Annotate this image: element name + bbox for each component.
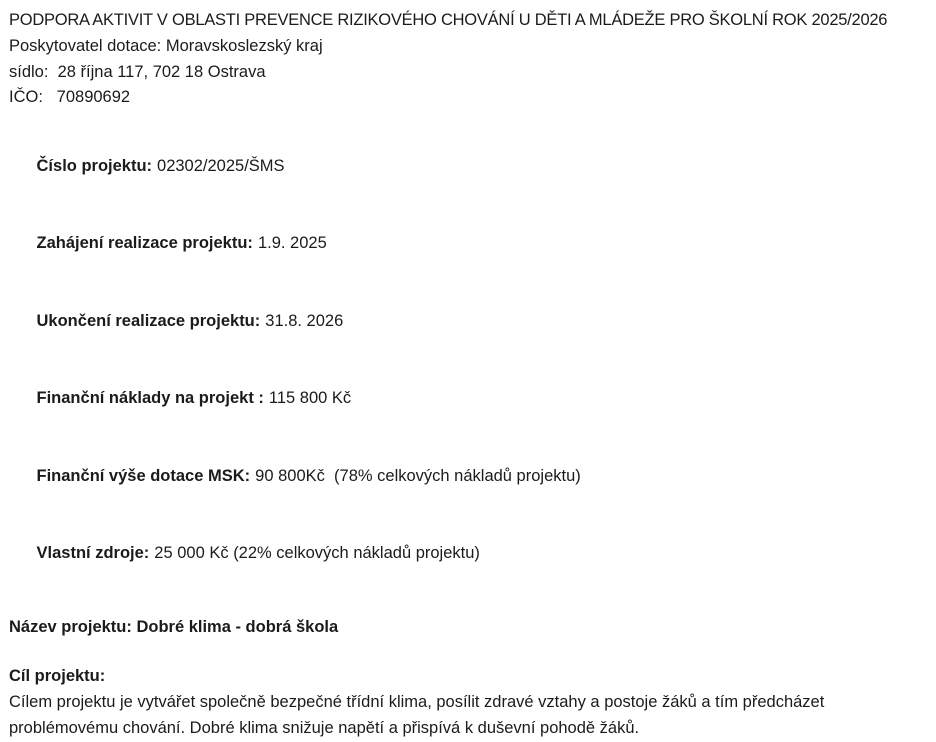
detail-label: Finanční výše dotace MSK: xyxy=(36,466,251,485)
detail-row-grant-amount xyxy=(9,438,928,515)
detail-value: 25 000 Kč (22% celkových nákladů projektu) xyxy=(154,543,480,562)
detail-value: 31.8. 2026 xyxy=(265,311,344,330)
project-details xyxy=(9,128,928,592)
detail-label: Finanční náklady na projekt : xyxy=(36,389,264,408)
detail-row-project-number xyxy=(9,128,928,205)
detail-value: 1.9. 2025 xyxy=(257,234,327,253)
goal-text: Cílem projektu je vytvářet společně bezpečné třídní klima, posílit zdravé vztahy a postoje žáků a tím předcházet problémovému chování. Dobré klima snižuje napětí a přispívá k duševní pohodě žáků. xyxy=(9,693,829,737)
project-name-line: Název projektu: Dobré klima - dobrá škola xyxy=(9,617,339,636)
detail-row-end-date xyxy=(9,283,928,360)
detail-row-total-costs xyxy=(9,360,928,437)
detail-value: 02302/2025/ŠMS xyxy=(157,156,285,175)
provider-line: Poskytovatel dotace: Moravskoslezský kraj xyxy=(9,36,323,55)
detail-label: Číslo projektu: xyxy=(36,156,153,175)
detail-label: Vlastní zdroje: xyxy=(36,543,150,562)
detail-value: 115 800 Kč xyxy=(268,389,352,408)
address-line: sídlo: 28 října 117, 702 18 Ostrava xyxy=(9,62,266,81)
detail-value: 90 800Kč (78% celkových nákladů projektu) xyxy=(255,466,581,485)
detail-row-own-resources xyxy=(9,515,928,592)
detail-label: Zahájení realizace projektu: xyxy=(36,234,253,253)
detail-label: Ukončení realizace projektu: xyxy=(36,311,261,330)
document-title: PODPORA AKTIVIT V OBLASTI PREVENCE RIZIKOVÉHO CHOVÁNÍ U DĚTI A MLÁDEŽE PRO ŠKOLNÍ ROK 2025/2026 xyxy=(9,11,888,29)
detail-row-start-date xyxy=(9,206,928,283)
goal-heading: Cíl projektu: xyxy=(9,667,106,686)
ico-line: IČO: 70890692 xyxy=(9,88,131,107)
